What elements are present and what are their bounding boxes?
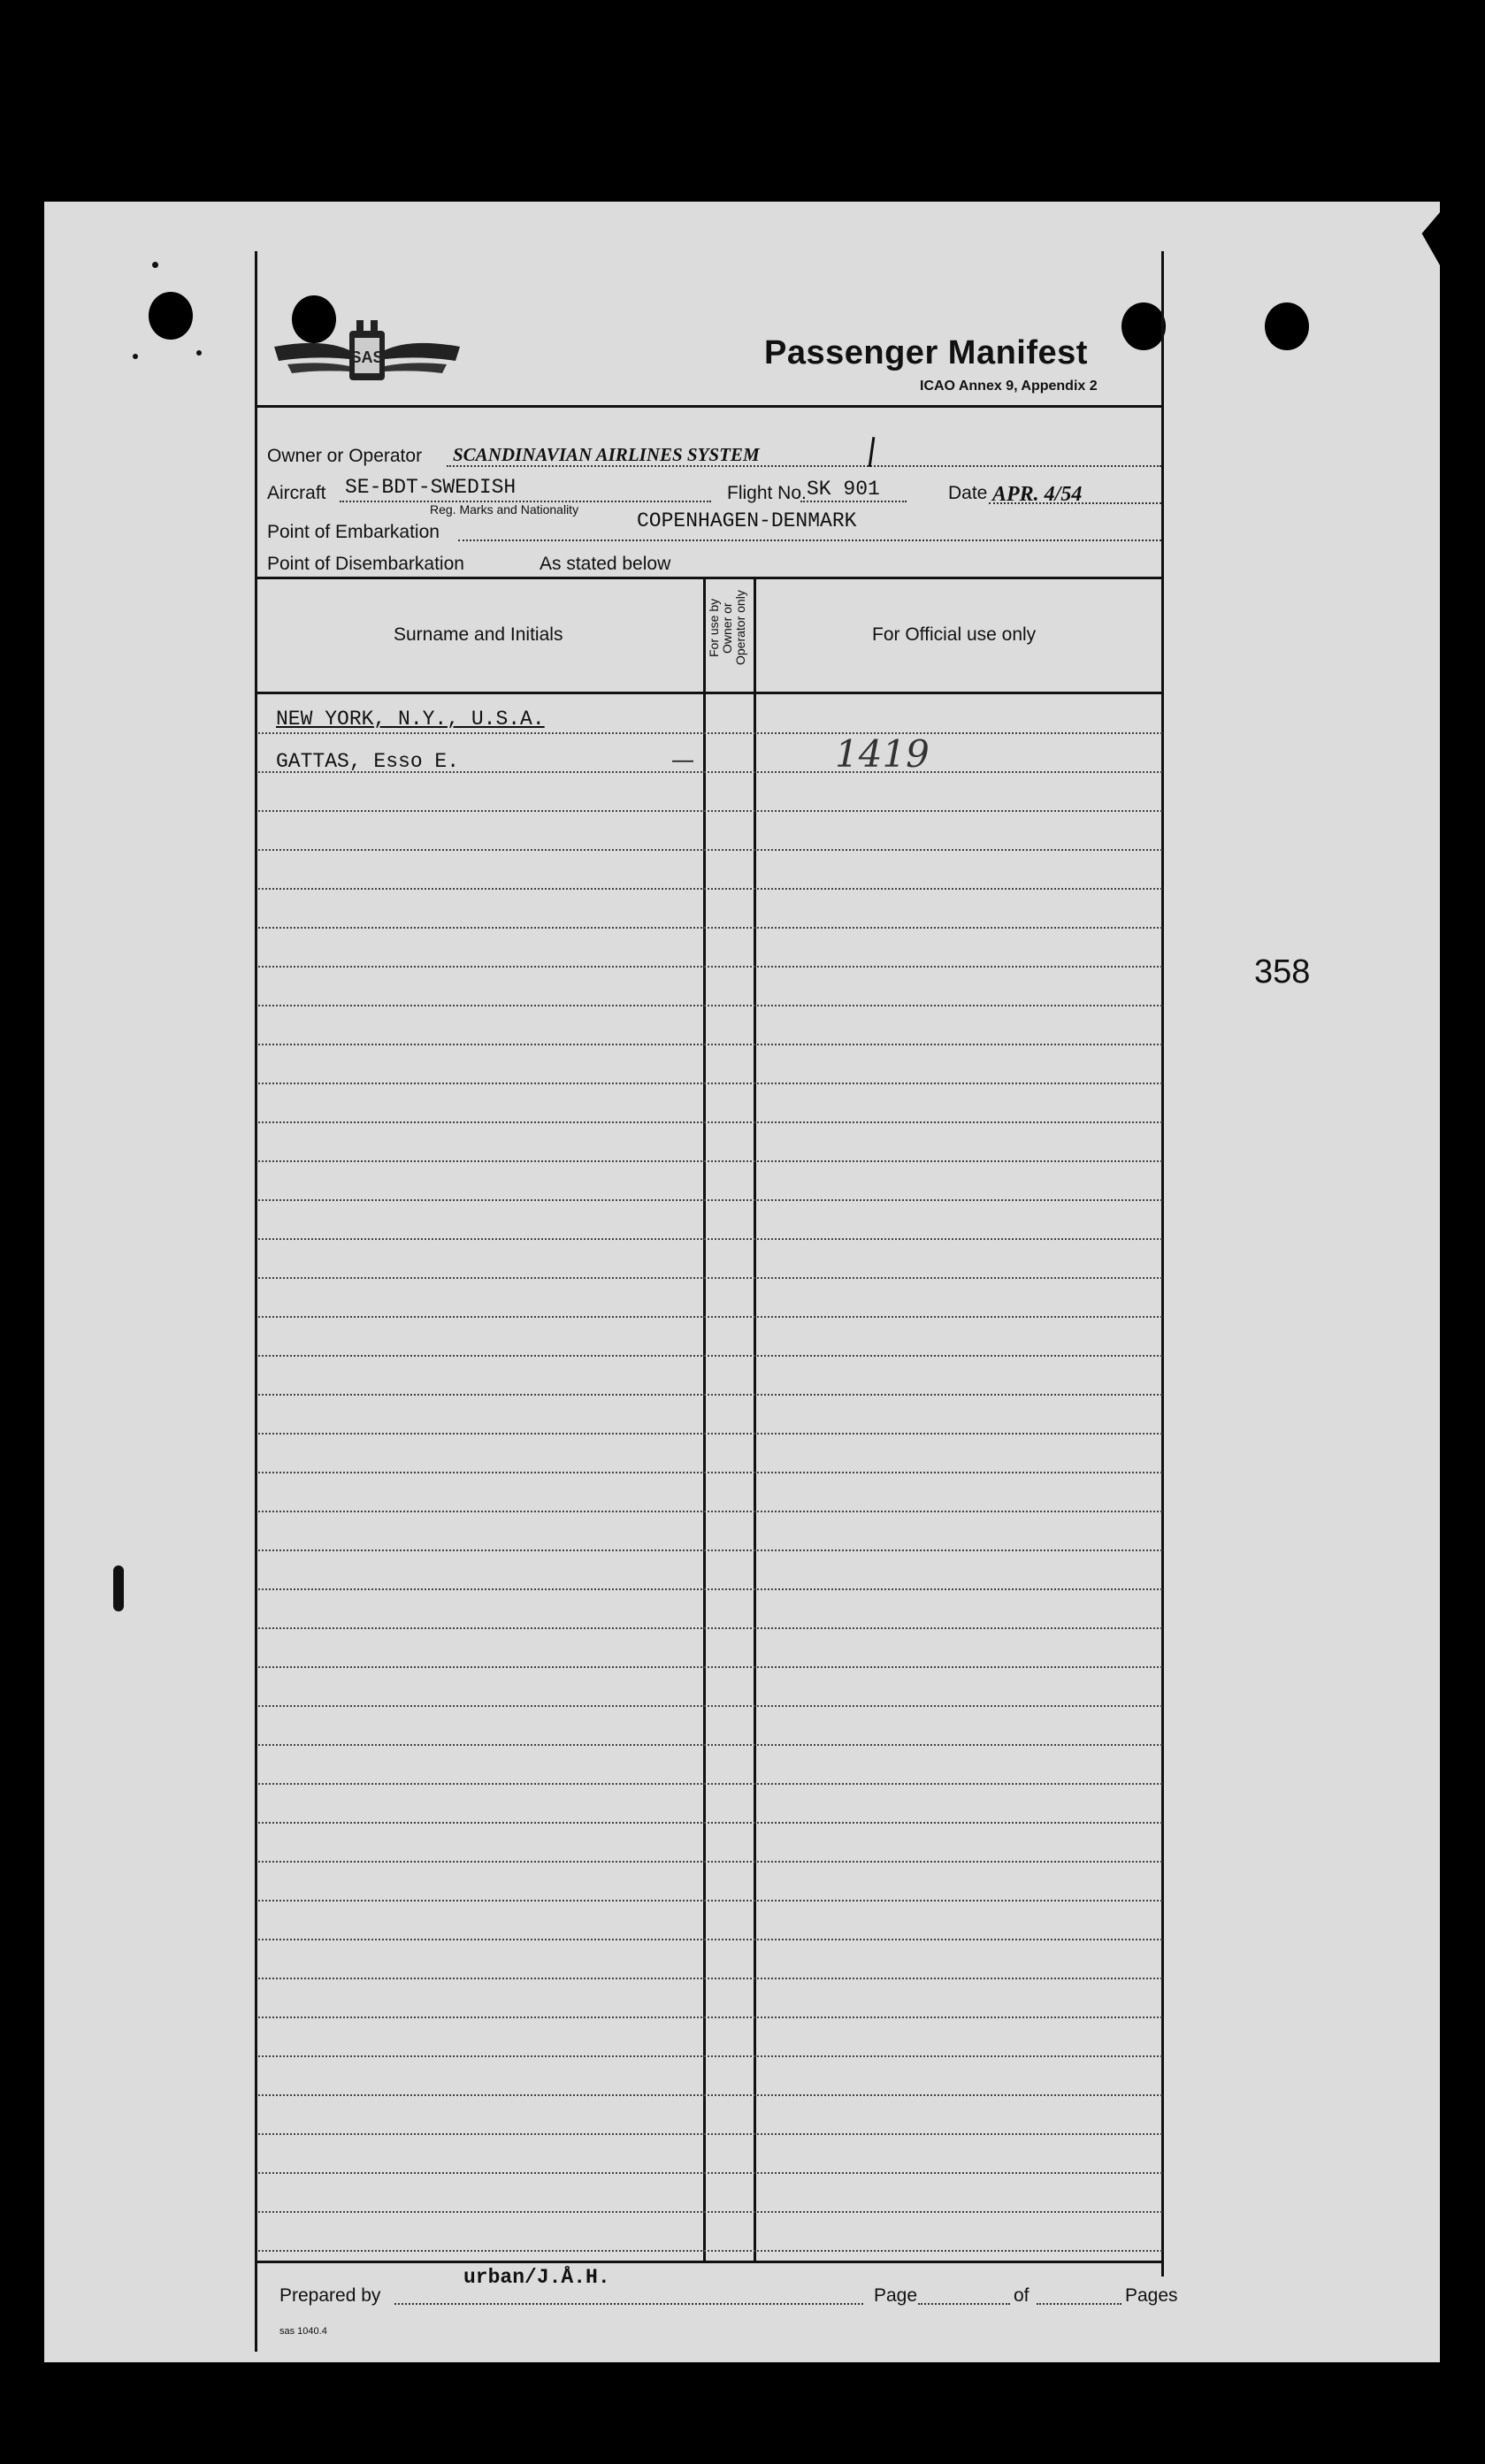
table-row-rule bbox=[258, 1588, 1162, 1590]
table-row-rule bbox=[258, 966, 1162, 968]
table-row-rule bbox=[258, 2094, 1162, 2096]
of-line bbox=[1037, 2303, 1121, 2305]
flight-value: SK 901 bbox=[807, 478, 880, 501]
disembark-value: As stated below bbox=[540, 554, 671, 574]
table-row-rule bbox=[258, 1900, 1162, 1902]
punch-hole bbox=[149, 292, 193, 340]
table-row-rule bbox=[258, 1199, 1162, 1201]
embark-line bbox=[458, 539, 1161, 541]
table-row-rule bbox=[258, 1277, 1162, 1279]
reg-note: Reg. Marks and Nationality bbox=[430, 502, 579, 517]
date-label: Date bbox=[948, 483, 988, 503]
table-row-rule bbox=[258, 1083, 1162, 1084]
embark-label: Point of Embarkation bbox=[267, 522, 440, 542]
table-row-rule bbox=[258, 2016, 1162, 2018]
header-divider bbox=[256, 405, 1164, 408]
table-bottom-border bbox=[256, 2261, 1164, 2263]
table-row-rule bbox=[258, 1939, 1162, 1940]
speck bbox=[133, 354, 138, 359]
table-row-rule bbox=[258, 1160, 1162, 1162]
date-line bbox=[989, 502, 1161, 504]
table-row-rule bbox=[258, 1005, 1162, 1006]
entry-passenger-mark: — bbox=[672, 748, 693, 772]
table-row-rule bbox=[258, 1978, 1162, 1979]
disembark-label: Point of Disembarkation bbox=[267, 554, 464, 574]
table-row-rule bbox=[258, 1861, 1162, 1863]
table-row-rule bbox=[258, 1705, 1162, 1707]
page-title: Passenger Manifest bbox=[764, 334, 1088, 371]
entry-destination: NEW YORK, N.Y., U.S.A. bbox=[276, 708, 545, 731]
table-row-rule bbox=[258, 1472, 1162, 1473]
table-row-rule bbox=[258, 2211, 1162, 2213]
column-header-official: For Official use only bbox=[872, 624, 1037, 645]
table-row-rule bbox=[258, 810, 1162, 812]
table-row-rule bbox=[258, 1627, 1162, 1629]
table-row-rule bbox=[258, 732, 1162, 734]
column-header-operator: For use by Owner or Operator only bbox=[707, 590, 747, 666]
page-subtitle: ICAO Annex 9, Appendix 2 bbox=[920, 379, 1098, 394]
aircraft-label: Aircraft bbox=[267, 483, 326, 503]
column-header-name: Surname and Initials bbox=[394, 624, 563, 645]
table-row-rule bbox=[258, 1744, 1162, 1746]
table-row-rule bbox=[258, 849, 1162, 851]
table-row-rule bbox=[258, 888, 1162, 890]
table-row-rule bbox=[258, 1550, 1162, 1551]
page-label: Page bbox=[874, 2285, 918, 2306]
date-value: APR. 4/54 bbox=[992, 483, 1083, 506]
prepared-label: Prepared by bbox=[279, 2285, 381, 2306]
flight-line bbox=[800, 501, 907, 502]
owner-value: SCANDINAVIAN AIRLINES SYSTEM bbox=[453, 444, 760, 465]
table-top-border bbox=[256, 577, 1164, 579]
table-row-rule bbox=[258, 927, 1162, 929]
page-line bbox=[918, 2303, 1010, 2305]
svg-text:SAS: SAS bbox=[350, 348, 384, 366]
table-row-rule bbox=[258, 1355, 1162, 1357]
table-row-rule bbox=[258, 1511, 1162, 1512]
prepared-line bbox=[394, 2303, 863, 2305]
table-row-rule bbox=[258, 1822, 1162, 1824]
margin-page-number: 358 bbox=[1254, 953, 1311, 991]
table-row-rule bbox=[258, 1433, 1162, 1435]
form-code: sas 1040.4 bbox=[279, 2326, 327, 2337]
speck bbox=[196, 350, 202, 356]
table-row-rule bbox=[258, 1044, 1162, 1045]
table-row-rule bbox=[258, 2250, 1162, 2252]
speck bbox=[152, 262, 158, 268]
pages-label: Pages bbox=[1125, 2285, 1178, 2306]
entry-passenger: GATTAS, Esso E. bbox=[276, 750, 460, 773]
speck bbox=[113, 1565, 124, 1611]
table-row-rule bbox=[258, 1666, 1162, 1668]
table-row-rule bbox=[258, 1121, 1162, 1123]
owner-label: Owner or Operator bbox=[267, 446, 423, 466]
table-row-rule bbox=[258, 1394, 1162, 1396]
manifest-rows bbox=[258, 693, 1162, 2261]
embark-value: COPENHAGEN-DENMARK bbox=[637, 509, 857, 532]
table-row-rule bbox=[258, 2055, 1162, 2057]
table-row-rule bbox=[258, 2172, 1162, 2174]
table-row-rule bbox=[258, 2133, 1162, 2135]
entry-official-note: 1419 bbox=[835, 732, 930, 776]
punch-hole bbox=[1265, 302, 1309, 350]
owner-line bbox=[447, 465, 1161, 467]
aircraft-value: SE-BDT-SWEDISH bbox=[345, 476, 517, 499]
flight-label: Flight No. bbox=[727, 483, 807, 503]
table-row-rule bbox=[258, 1783, 1162, 1785]
of-label: of bbox=[1014, 2285, 1030, 2306]
prepared-value: urban/J.Å.H. bbox=[463, 2266, 610, 2289]
table-row-rule bbox=[258, 1316, 1162, 1318]
table-row-rule bbox=[258, 1238, 1162, 1240]
airline-wings-logo-icon bbox=[270, 311, 464, 400]
